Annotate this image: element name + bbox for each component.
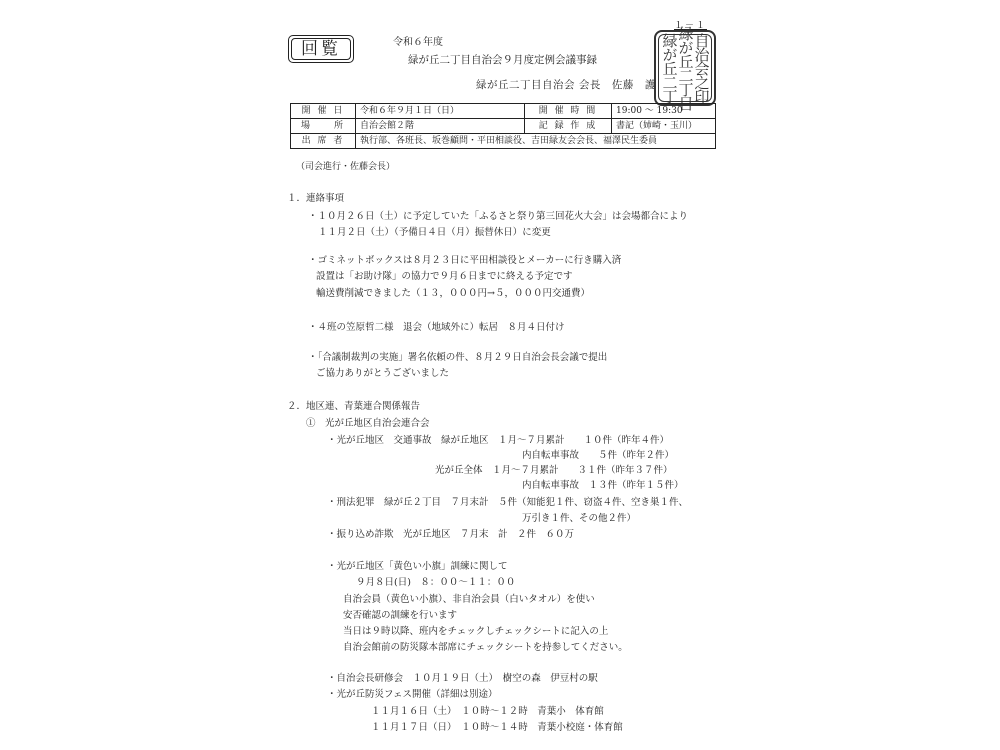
section2-line: 自治会館前の防災隊本部席にチェックシートを持参してください。 [343,642,628,653]
recorder-label: 記 録 作 成 [525,119,612,134]
seal-text-1: 自治会之印 [692,33,711,103]
section2-line: ・刑法犯罪 緑が丘２丁目 ７月末計 ５件（知能犯１件、窃盗４件、空き巣１件、 [327,497,689,508]
section2-subheading: ① 光が丘地区自治会連合会 [306,418,430,429]
section1-line: 輸送費削減できました（１３，０００円→５，０００円交通費） [316,288,590,299]
attendees-value: 執行部、各班長、坂巻顧問・平田相談役、吉田緑友会会長、福澤民生委員 [356,134,716,149]
place-value: 自治会館２階 [356,119,525,134]
section2-line: ・光が丘地区 交通事故 緑が丘地区 １月～７月累計 １０件（昨年４件） [327,435,670,446]
section2-line: １１月１６日（土） １０時～１２時 青葉小 体育館 [371,706,604,717]
section1-line: １１月２日（土）（予備日４日（月）振替休日）に変更 [318,227,551,238]
place-label: 場 所 [291,119,356,134]
seal-text-2: 緑が丘二丁目 [676,26,695,110]
section2-line: ９月８日(日) ８：００～１１：００ [356,577,516,588]
circulation-stamp: 回覧 [288,35,354,63]
section2-line: 光が丘全体 １月～７月累計 ３１件（昨年３７件） [435,465,673,476]
section1-line: ・「合議制裁判の実施」署名依頼の件、８月２９日自治会長会議で提出 [308,352,608,363]
section1-line: 設置は「お助け隊」の協力で９月６日までに終える予定です [316,271,573,282]
section1-line: ・１０月２６日（土）に予定していた「ふるさと祭り第三回花火大会」は会場都合により [308,211,689,222]
section2-line: ・光が丘地区「黄色い小旗」訓練に関して [327,561,508,572]
section2-line: 当日は９時以降、班内をチェックしチェックシートに記入の上 [343,626,609,637]
section2-line: ・自治会長研修会 １０月１９日（土） 樹空の森 伊豆村の駅 [327,673,598,684]
section2-line: 内自転車事故 ５件（昨年２件） [522,450,675,461]
fiscal-year: 令和６年度 [393,37,443,48]
attendees-label: 出 席 者 [291,134,356,149]
time-label: 開 催 時 間 [525,104,612,119]
section1-line: ・４班の笠原哲二様 退会（地域外に）転居 ８月４日付け [308,322,565,333]
seal-text-3: 緑が丘二丁 [660,33,679,103]
section2-line: １１月１７日（日） １０時～１４時 青葉小校庭・体育館 [371,722,623,733]
section2-line: 自治会員（黄色い小旗）、非自治会員（白いタオル）を使い [343,594,595,605]
meeting-info-table [290,103,716,149]
section2-line: 内自転車事故 １３件（昨年１５件） [522,480,684,491]
page-number: １－１ [674,21,708,31]
section1-heading: １．連絡事項 [287,193,345,204]
section1-line: ・ゴミネットボックスは８月２３日に平田相談役とメーカーに行き購入済 [308,255,622,266]
time-value: 19:00 ～ 19:30 [612,104,716,119]
section2-line: ・振り込め詐欺 光が丘地区 ７月末 計 ２件 ６０万 [327,529,575,540]
section2-line: ・光が丘防災フェス開催（詳細は別途） [327,689,498,700]
recorder-value: 書記（姉崎・玉川） [612,119,716,134]
section2-heading: ２．地区連、青葉連合関係報告 [287,401,421,412]
date-value: 令和６年９月１日（日） [356,104,525,119]
document-title: 緑が丘二丁目自治会９月度定例会議事録 [408,54,597,66]
date-label: 開 催 日 [291,104,356,119]
section1-line: ご協力ありがとうございました [316,368,450,379]
signatory: 緑が丘二丁目自治会 会長 佐藤 護 [476,79,656,91]
section2-line: 万引き１件、その他２件） [522,513,637,524]
section2-line: 安否確認の訓練を行います [343,610,458,621]
chair-note: （司会進行・佐藤会長） [296,162,396,172]
